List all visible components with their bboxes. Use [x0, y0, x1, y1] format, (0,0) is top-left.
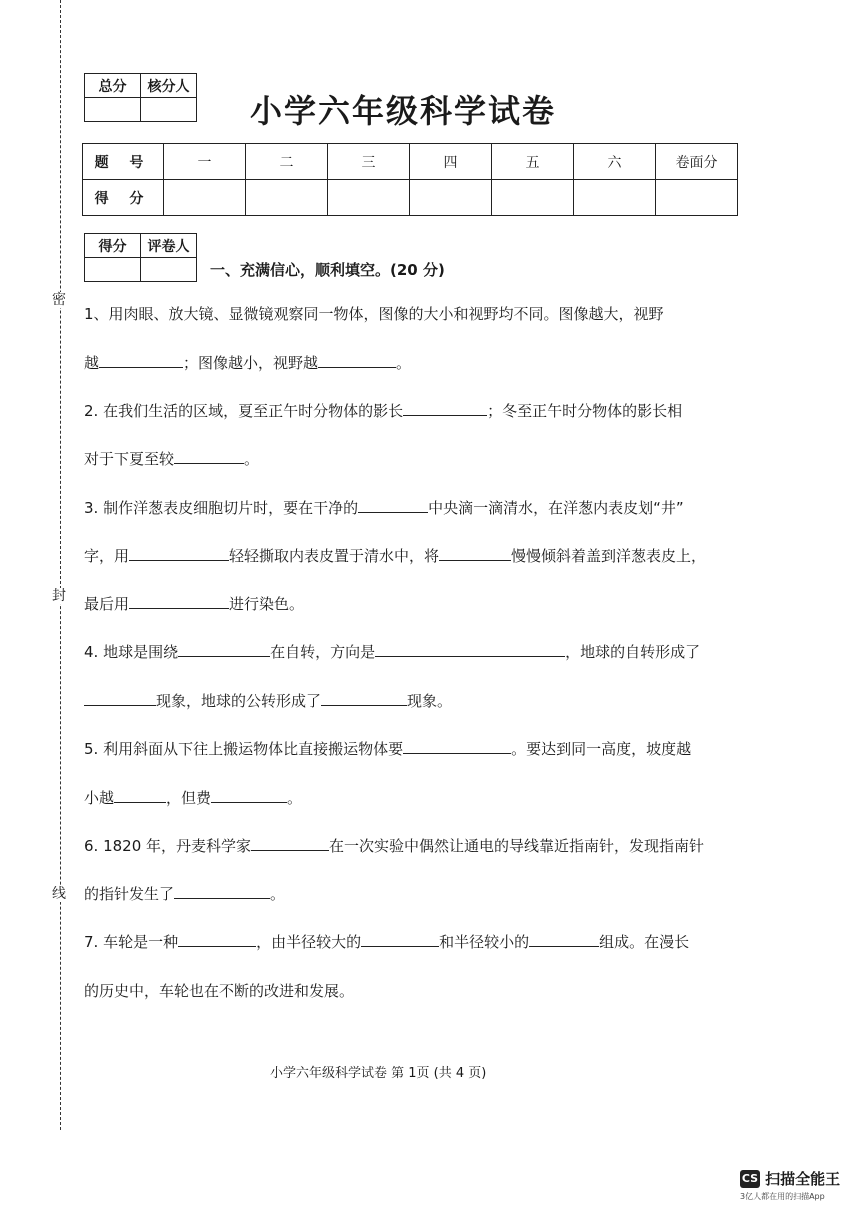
question-5-line-2: 小越 ，但费 。: [84, 789, 303, 807]
answer-blank[interactable]: [174, 884, 270, 899]
column-header: 五: [492, 144, 574, 180]
watermark-app-name: 扫描全能王: [765, 1170, 841, 1188]
score-cell: [410, 180, 492, 216]
question-3-line-2: 字，用 轻轻撕取内表皮置于清水中，将 慢慢倾斜着盖到洋葱表皮上，: [84, 547, 707, 565]
total-score-label: 总分: [85, 74, 141, 98]
score-cell: [492, 180, 574, 216]
column-header: 一: [164, 144, 246, 180]
column-header: 二: [246, 144, 328, 180]
score-cell: [164, 180, 246, 216]
page-title: 小学六年级科学试卷: [250, 92, 557, 130]
question-5-line-1: 5. 利用斜面从下往上搬运物体比直接搬运物体要 。要达到同一高度，坡度越: [84, 740, 692, 758]
score-cell: [246, 180, 328, 216]
column-header: 卷面分: [656, 144, 738, 180]
question-7-line-2: 的历史中，车轮也在不断的改进和发展。: [84, 982, 355, 1000]
question-4-line-1: 4. 地球是围绕 在自转，方向是 ，地球的自转形成了: [84, 643, 701, 661]
binding-margin-line: [60, 0, 61, 1130]
answer-blank[interactable]: [251, 836, 329, 851]
score-cell: [574, 180, 656, 216]
total-score-cell: [85, 98, 141, 122]
score-table: [82, 143, 738, 216]
column-header: 六: [574, 144, 656, 180]
margin-char-seal: 密: [52, 292, 66, 308]
section-score-box: [84, 233, 197, 282]
question-2-line-1: 2. 在我们生活的区域，夏至正午时分物体的影长 ；冬至正午时分物体的影长相: [84, 402, 683, 420]
question-7-line-1: 7. 车轮是一种 ，由半径较大的 和半径较小的 组成。在漫长: [84, 933, 690, 951]
question-1-line-1: 1、用肉眼、放大镜、显微镜观察同一物体，图像的大小和视野均不同。图像越大，视野: [84, 305, 664, 323]
question-number-label: 题 号: [83, 144, 164, 180]
watermark-tagline: 3亿人都在用的扫描App: [740, 1192, 825, 1201]
question-4-line-2: 现象，地球的公转形成了 现象。: [84, 690, 452, 711]
answer-blank[interactable]: [318, 353, 396, 368]
answer-blank[interactable]: [321, 691, 407, 706]
score-table-header-row: [83, 144, 738, 180]
score-table-score-row: [83, 180, 738, 216]
answer-blank[interactable]: [99, 353, 183, 368]
score-row-label: 得 分: [83, 180, 164, 216]
answer-blank[interactable]: [174, 449, 244, 464]
answer-blank[interactable]: [439, 546, 511, 561]
scanner-watermark: [740, 1168, 840, 1202]
score-cell: [328, 180, 410, 216]
total-score-box: [84, 73, 197, 122]
answer-blank[interactable]: [358, 498, 428, 513]
answer-blank[interactable]: [178, 932, 256, 947]
grader-cell: [141, 258, 197, 282]
question-2-line-2: 对于下夏至较 。: [84, 450, 260, 468]
answer-blank[interactable]: [361, 932, 439, 947]
section-score-cell: [85, 258, 141, 282]
question-3-line-3: 最后用 进行染色。: [84, 595, 305, 613]
answer-blank[interactable]: [375, 642, 565, 657]
margin-char-seal-2: 封: [52, 588, 66, 604]
section-heading: 一、充满信心，顺利填空。(20 分): [210, 261, 445, 279]
answer-blank[interactable]: [129, 546, 229, 561]
answer-blank[interactable]: [178, 642, 270, 657]
answer-blank[interactable]: [211, 788, 287, 803]
question-1-line-2: 越 ；图像越小，视野越 。: [84, 354, 412, 372]
checker-label: 核分人: [141, 74, 197, 98]
question-6-line-1: 6. 1820 年，丹麦科学家 在一次实验中偶然让通电的导线靠近指南针，发现指南针: [84, 837, 705, 855]
question-6-line-2: 的指针发生了 。: [84, 885, 286, 903]
page-footer: 小学六年级科学试卷 第 1页 (共 4 页): [270, 1066, 487, 1081]
question-3-line-1: 3. 制作洋葱表皮细胞切片时，要在干净的 中央滴一滴清水，在洋葱内表皮划“井”: [84, 499, 684, 517]
answer-blank[interactable]: [84, 691, 156, 706]
answer-blank[interactable]: [129, 594, 229, 609]
column-header: 四: [410, 144, 492, 180]
grader-label: 评卷人: [141, 234, 197, 258]
checker-cell: [141, 98, 197, 122]
answer-blank[interactable]: [114, 788, 166, 803]
answer-blank[interactable]: [403, 401, 487, 416]
camscanner-logo-icon: CS: [740, 1170, 760, 1188]
score-cell: [656, 180, 738, 216]
answer-blank[interactable]: [529, 932, 599, 947]
answer-blank[interactable]: [403, 739, 511, 754]
section-score-label: 得分: [85, 234, 141, 258]
margin-char-line: 线: [52, 886, 66, 902]
column-header: 三: [328, 144, 410, 180]
